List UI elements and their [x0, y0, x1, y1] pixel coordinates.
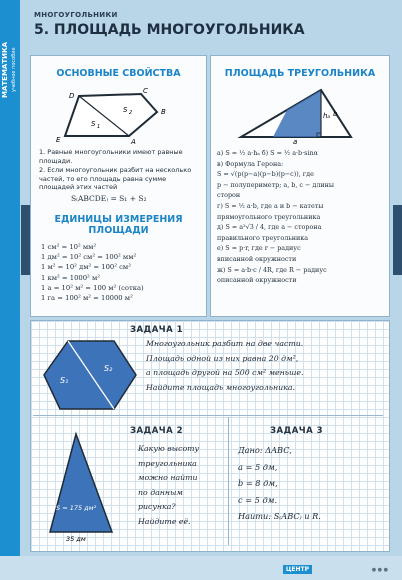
fig-label-s1-sub: 1: [97, 124, 101, 130]
formula-line: прямоугольного треугольника: [217, 212, 321, 221]
formula-line: д) S = a²√3 / 4, где a − сторона: [217, 223, 322, 232]
task1-label-s1: S₁: [60, 376, 69, 385]
task2-line: можно найти: [138, 473, 198, 483]
task3-line: c = 5 дм.: [238, 494, 278, 505]
task2-line: Какую высоту: [138, 444, 200, 453]
page-title: 5. ПЛОЩАДЬ МНОГОУГОЛЬНИКА: [34, 22, 305, 38]
properties-panel: [30, 55, 207, 317]
triangle-figure: [233, 82, 373, 144]
fig-label-s2-sub: 2: [129, 110, 133, 116]
fig-label-d: D: [69, 92, 75, 100]
task2-line: рисунка?: [138, 502, 176, 512]
units-title: ЕДИНИЦЫ ИЗМЕРЕНИЯ ПЛОЩАДИ: [54, 214, 183, 236]
task2-label-area: S = 175 дм²: [56, 504, 97, 512]
task2-title: ЗАДАЧА 2: [130, 426, 184, 436]
unit-row: 1 м² = 10² дм² = 100² см²: [41, 263, 131, 272]
sidebar-subtitle: учебное пособие: [11, 47, 17, 93]
task2-figure: [44, 430, 124, 542]
formula-line: правильного треугольника: [217, 233, 309, 242]
formula-line: сторон: [217, 191, 241, 200]
task2-label-base: 35 дм: [66, 535, 86, 542]
task2-line: треугольника: [138, 458, 197, 468]
task2-line: Найдите её.: [138, 516, 191, 526]
task3-line: Найти: S₍ABC₎ и R.: [238, 511, 321, 521]
fig-label-c: C: [143, 87, 148, 95]
task1-line: Площадь одной из них равна 20 дм²,: [146, 353, 299, 363]
triangle-formulas: [217, 148, 385, 286]
sidebar-subject: [1, 10, 19, 130]
formula-line: е) S = p·r, где r − радиус: [217, 244, 301, 253]
right-tab: [393, 205, 402, 275]
formula-line: S = √(p(p−a)(p−b)(p−c)), где: [217, 170, 314, 179]
task1-label-s2: S₂: [104, 364, 113, 373]
unit-row: 1 см² = 10² мм²: [41, 243, 97, 251]
triangle-area-panel: [210, 55, 390, 317]
task2-line: по данным: [138, 487, 183, 497]
fig-label-a: A: [131, 138, 136, 146]
task2-text: [138, 442, 226, 530]
left-tab: [21, 205, 30, 275]
formula-line: в) Формула Герона:: [217, 159, 284, 168]
property-1: 1. Равные многоугольники имеют равные площади.: [39, 148, 183, 165]
fig-label-side-b: b: [333, 110, 338, 118]
unit-row: 1 км² = 1000² м²: [41, 273, 100, 282]
sidebar: [0, 0, 20, 580]
task1-figure: [40, 335, 140, 413]
fig-label-b: B: [161, 108, 166, 116]
header-series: МНОГОУГОЛЬНИКИ: [34, 11, 118, 19]
footer: [0, 556, 402, 580]
properties-title: ОСНОВНЫЕ СВОЙСТВА: [56, 68, 181, 79]
task3-title: ЗАДАЧА 3: [270, 426, 324, 436]
formula-line: p − полупериметр; a, b, c − длины: [217, 180, 335, 189]
task3-line: Дано: ΔABC,: [238, 445, 292, 455]
task1-line: Найдите площадь многоугольника.: [146, 382, 295, 392]
fig-label-s1: S: [91, 120, 96, 128]
sidebar-subject-label: МАТЕМАТИКА: [1, 41, 9, 99]
task1-line: Многоугольник разбит на две части.: [146, 339, 304, 348]
fig-label-base: a: [293, 138, 298, 144]
fig-label-h: hₐ: [323, 112, 331, 120]
tasks-divider: [33, 415, 383, 416]
tasks-vertical-divider: [228, 417, 229, 545]
task1-text: [146, 337, 382, 395]
property-2: 2. Если многоугольник разбит на несколько частей, то его площадь равна сумме площадей этих частей: [39, 166, 192, 192]
task3-line: b = 8 дм,: [238, 478, 278, 488]
formula-line: вписанной окружности: [217, 254, 297, 263]
triangle-title: ПЛОЩАДЬ ТРЕУГОЛЬНИКА: [224, 68, 376, 79]
unit-row: 1 га = 100² м² = 10000 м²: [41, 294, 133, 303]
task3-text: [238, 442, 384, 525]
sum-formula: S₍ABCDE₎ = S₁ + S₂: [71, 194, 147, 203]
fig-label-s2: S: [123, 106, 128, 114]
polygon-figure: [51, 84, 191, 146]
task1-line: а площадь другой на 500 см² меньше.: [146, 368, 304, 377]
task1-title: ЗАДАЧА 1: [130, 325, 184, 335]
formula-line: г) S = ½ a·b, где a и b − катеты: [217, 201, 324, 210]
publisher-logo: ЦЕНТР: [283, 565, 312, 574]
unit-row: 1 а = 10² м² = 100 м² (сотка): [41, 283, 144, 292]
formula-line: а) S = ½ a·hₐ б) S = ½ a·b·sinα: [217, 149, 318, 157]
unit-row: 1 дм² = 10² см² = 100² мм²: [41, 253, 137, 262]
units-list: [41, 242, 144, 303]
task3-line: a = 5 дм,: [238, 461, 278, 472]
fig-label-e: E: [56, 136, 61, 144]
footer-code: ● ● ●: [371, 567, 388, 573]
formula-line: ж) S = a·b·c / 4R, где R − радиус: [217, 265, 327, 274]
formula-line: описанной окружности: [217, 276, 297, 285]
